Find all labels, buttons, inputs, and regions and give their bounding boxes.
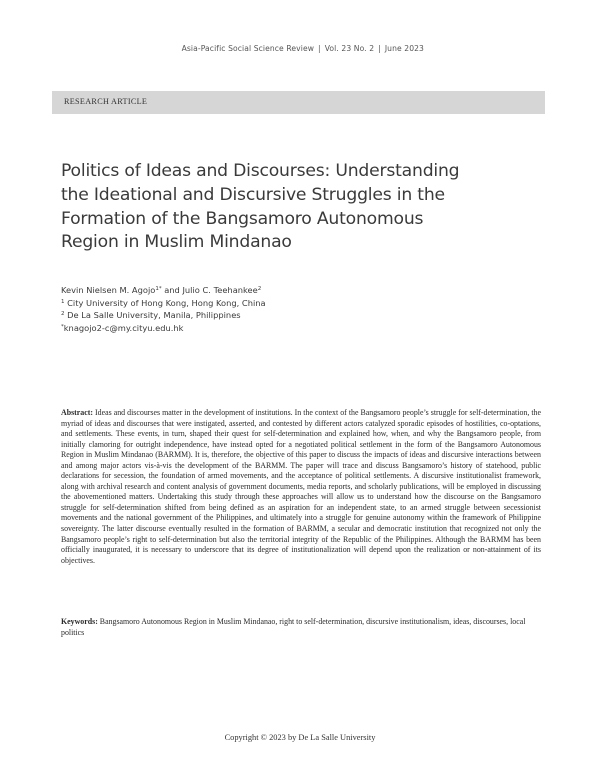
keywords [61,617,541,638]
affiliation-text: City University of Hong Kong, Hong Kong, China [67,297,266,308]
affiliation [61,310,266,323]
affiliation-mark: 2 [61,311,65,318]
author-name: Kevin Nielsen M. Agojo [61,285,156,295]
copyright-footer: Copyright © 2023 by De La Salle University [224,733,376,742]
journal-volume: Vol. 23 No. 2 [324,44,375,53]
author-joiner: and [161,285,183,295]
abstract-label: Abstract: [61,408,93,417]
keywords-label: Keywords: [61,617,98,626]
email-mark: * [61,323,64,330]
author-mark: 1* [155,286,162,292]
title-line: Politics of Ideas and Discourses: Understanding [61,161,460,181]
journal-name: Asia-Pacific Social Science Review [181,44,315,53]
affiliation-mark: 1 [61,298,65,305]
author-names [61,285,266,298]
abstract-text: Ideas and discourses matter in the development of institutions. In the context of the Bangsamoro people’s struggle for self-determination, the myriad of ideas and discourses that were instigated, asserted, and contested by different actors catalyzed sporadic episodes of hostilities, co-optations, and settlements. These events, in turn, shaped their quest for self-determination and explained how, when, and why the Bangsamoro people, from initially clamoring for outright independence, have instead opted for a negotiated political settlement in the form of the Bangsamoro Autonomous Region in Muslim Mindanao (BARMM). It is, therefore, the objective of this paper to discuss the impacts of ideas and discursive interactions between and among major actors vis-à-vis the development of the BARMM. The paper will trace and discuss Bangsamoro’s history of statehood, public declarations for secession, the foundation of armed movements, and the acceptance of political settlements. A discursive institutionalist framework, along with archival research and content analysis of government documents, media reports, and scholarly publications, will be employed in discussing the abovementioned matters. Undertaking this study through these approaches will allow us to understand how the discourse on the Bangsamoro struggle for self-determination shifted from being defined as an aspiration for an independent state, to an armed struggle between secessionist movements and the national government of the Philippines, and ultimately into a struggle for genuine autonomy within the framework of Philippine sovereignty. The latter discourse eventually resulted in the formation of BARMM, a secular and democratic institution that recognized not only the Bangsamoro people’s right to self-determination but also the territorial integrity of the Republic of the Philippines. Although the BARMM has been officially inaugurated, it is necessary to underscore that its degree of institutionalization will depend upon the realization or non-attainment of its objectives. [61,408,541,565]
affiliation [61,298,266,311]
journal-date: June 2023 [384,44,424,53]
title-line: Region in Muslim Mindanao [61,232,292,253]
author-name: Julio C. Teehankee [182,285,258,295]
keywords-text: Bangsamoro Autonomous Region in Muslim Mindanao, right to self-determination, discursive institutionalism, ideas, discourses, local politics [61,617,526,637]
header-separator: | [318,44,321,53]
email-link[interactable]: knagojo2-c@my.cityu.edu.hk [63,322,184,333]
affiliation-text: De La Salle University, Manila, Philippines [67,310,241,321]
article-type-band [52,91,545,114]
journal-header [0,44,600,53]
header-separator: | [378,44,381,53]
author-mark: 2 [257,286,262,292]
article-type-label: RESEARCH ARTICLE [64,97,148,106]
title-line: the Ideational and Discursive Struggles in the [61,184,445,205]
author-block [61,285,266,335]
title-line: Formation of the Bangsamoro Autonomous [61,208,424,229]
article-title [61,160,531,255]
abstract [61,408,541,566]
corresponding-email [61,323,266,336]
